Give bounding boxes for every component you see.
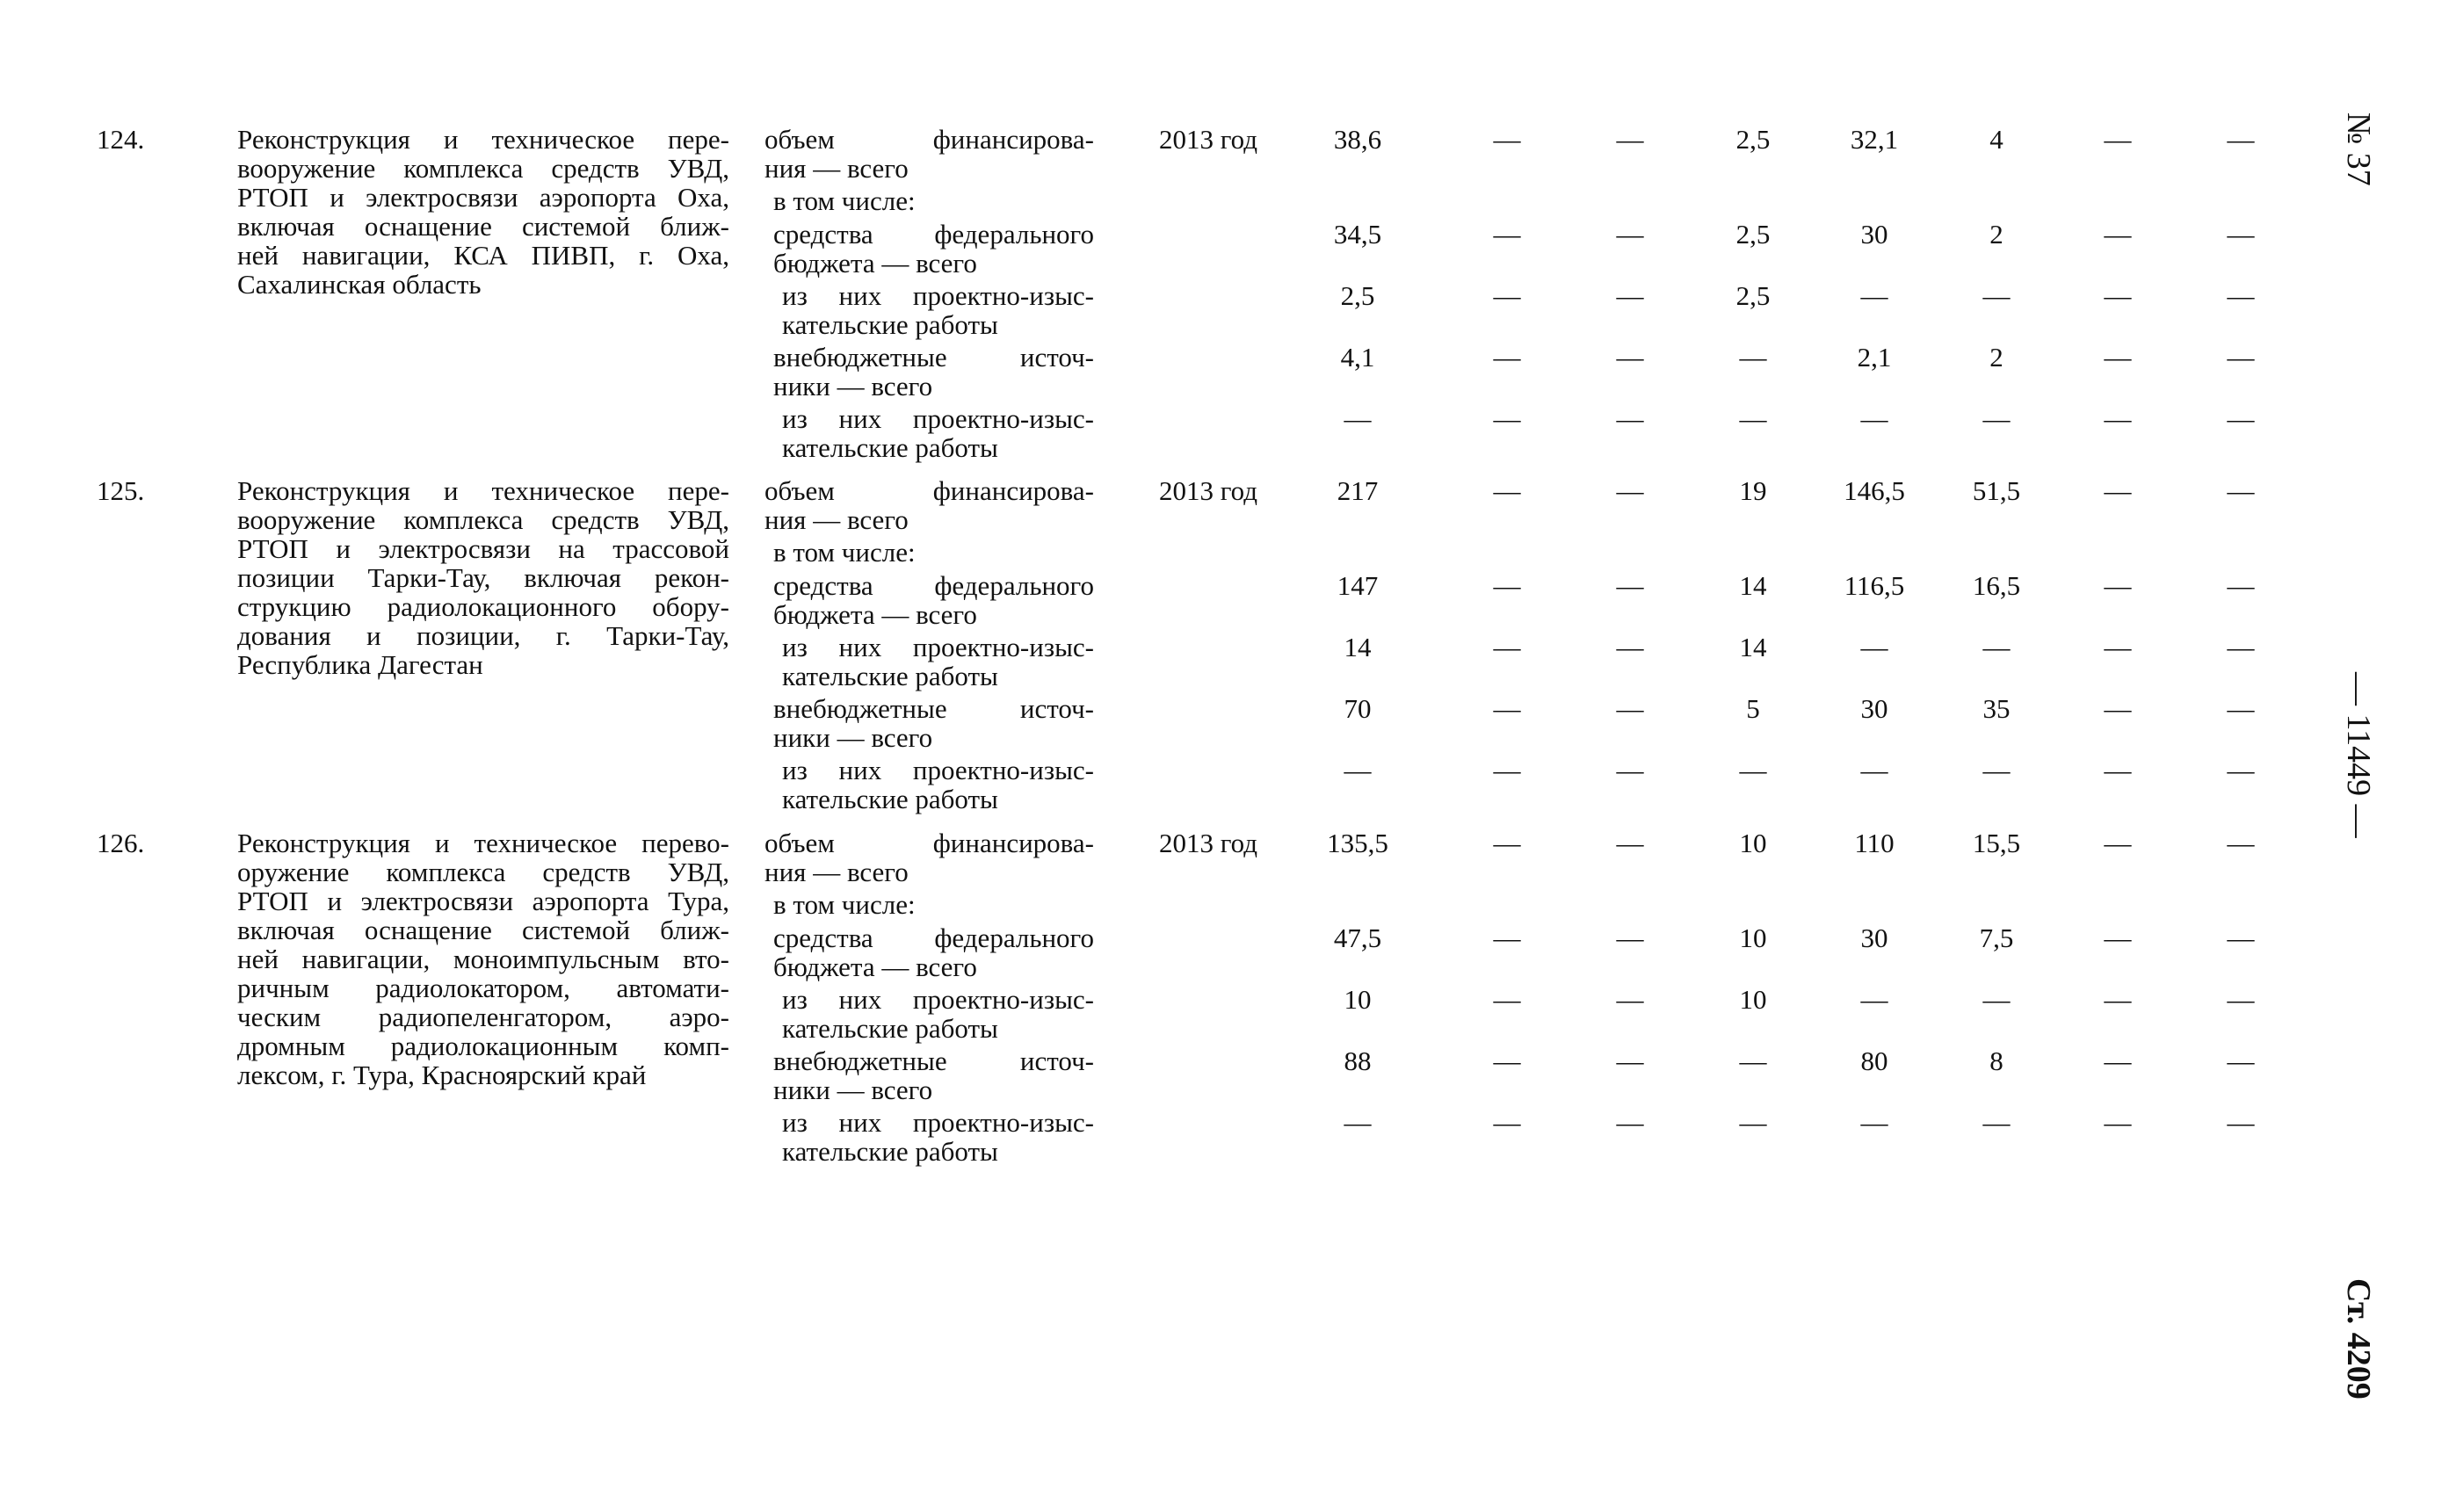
value-cell: 2: [1989, 342, 2003, 373]
financing-label: [773, 1046, 1094, 1104]
value-cell: 88: [1344, 1045, 1372, 1076]
value-cell: —: [2227, 828, 2255, 858]
value-cell: —: [1616, 1045, 1644, 1076]
value-cell: —: [2104, 403, 2132, 434]
value-cell: —: [1493, 124, 1521, 155]
value-cell: —: [2104, 755, 2132, 785]
financing-label: [773, 343, 1094, 401]
issue-number: № 37: [2340, 112, 2377, 186]
value-cell: 147: [1337, 570, 1379, 601]
financing-label-line: средства федерального: [773, 922, 1094, 953]
value-cell: —: [1344, 403, 1372, 434]
financing-label-line: из них проектно-изыс-: [782, 755, 1094, 785]
financing-label-line: ники — всего: [773, 1074, 933, 1105]
financing-label-line: ния — всего: [764, 857, 909, 887]
financing-label: [773, 890, 1094, 919]
value-cell: —: [2227, 403, 2255, 434]
value-cell: 47,5: [1333, 922, 1382, 953]
value-cell: 5: [1746, 693, 1760, 724]
value-cell: —: [1493, 922, 1521, 953]
value-cell: 10: [1739, 984, 1767, 1015]
project-title-line: Реконструкция и техническое перево-: [237, 828, 729, 858]
value-cell: —: [2227, 475, 2255, 506]
project-title-line: включая оснащение системой ближ-: [237, 915, 729, 945]
value-cell: —: [1493, 219, 1521, 250]
financing-label-line: объем финансирова-: [764, 475, 1094, 506]
value-cell: —: [1493, 475, 1521, 506]
value-cell: —: [1860, 984, 1888, 1015]
value-cell: —: [2227, 984, 2255, 1015]
financing-label: [764, 828, 1094, 886]
financing-label-line: кательские работы: [782, 309, 998, 340]
value-cell: —: [1739, 755, 1767, 785]
financing-label-line: ники — всего: [773, 371, 933, 402]
value-cell: —: [2227, 280, 2255, 311]
value-cell: —: [1982, 280, 2011, 311]
value-cell: —: [1616, 632, 1644, 662]
project-title-line: лексом, г. Тура, Красноярский край: [237, 1060, 647, 1090]
value-cell: —: [2104, 693, 2132, 724]
value-cell: —: [1616, 403, 1644, 434]
value-cell: 80: [1860, 1045, 1888, 1076]
value-cell: —: [1860, 403, 1888, 434]
financing-label: [782, 404, 1094, 462]
value-cell: 10: [1344, 984, 1372, 1015]
value-cell: —: [1982, 632, 2011, 662]
financing-label-line: бюджета — всего: [773, 599, 977, 630]
financing-label: [782, 281, 1094, 339]
value-cell: —: [1616, 570, 1644, 601]
value-cell: —: [2227, 922, 2255, 953]
financing-label-line: бюджета — всего: [773, 951, 977, 982]
project-number: 126.: [97, 828, 145, 858]
project-year: 2013 год: [1158, 124, 1258, 155]
financing-label-line: объем финансирова-: [764, 828, 1094, 858]
value-cell: —: [1616, 755, 1644, 785]
value-cell: —: [2104, 828, 2132, 858]
project-title-line: вооружение комплекса средств УВД,: [237, 153, 729, 184]
financing-label-line: кательские работы: [782, 1136, 998, 1167]
financing-label: [764, 476, 1094, 534]
financing-label-line: ники — всего: [773, 722, 933, 753]
value-cell: 135,5: [1327, 828, 1388, 858]
value-cell: —: [1616, 342, 1644, 373]
value-cell: —: [2227, 1045, 2255, 1076]
financing-label: [782, 985, 1094, 1043]
value-cell: —: [2104, 219, 2132, 250]
project-title-line: ней навигации, моноимпульсным вто-: [237, 944, 729, 974]
value-cell: —: [1493, 693, 1521, 724]
value-cell: —: [1616, 984, 1644, 1015]
financing-label: [773, 220, 1094, 278]
value-cell: —: [1860, 755, 1888, 785]
value-cell: —: [2227, 1107, 2255, 1138]
value-cell: 2,1: [1857, 342, 1892, 373]
financing-label-line: из них проектно-изыс-: [782, 984, 1094, 1015]
financing-label-line: объем финансирова-: [764, 124, 1094, 155]
project-title: [237, 476, 729, 679]
value-cell: —: [1860, 1107, 1888, 1138]
value-cell: —: [2104, 1107, 2132, 1138]
value-cell: —: [2227, 755, 2255, 785]
financing-label-line: бюджета — всего: [773, 248, 977, 279]
value-cell: 19: [1739, 475, 1767, 506]
value-cell: 35: [1982, 693, 2011, 724]
value-cell: —: [1739, 403, 1767, 434]
page-number: Ст. 4209: [2340, 1278, 2377, 1400]
value-cell: 2: [1989, 219, 2003, 250]
value-cell: —: [1493, 984, 1521, 1015]
project-title-line: Реконструкция и техническое пере-: [237, 475, 729, 506]
financing-label-line: внебюджетные источ-: [773, 1045, 1094, 1076]
value-cell: 14: [1344, 632, 1372, 662]
value-cell: —: [1493, 1107, 1521, 1138]
project-title-line: струкцию радиолокационного обору-: [237, 591, 729, 622]
project-number: 125.: [97, 475, 145, 506]
project-title: [237, 125, 729, 299]
value-cell: —: [2104, 984, 2132, 1015]
value-cell: —: [1616, 475, 1644, 506]
value-cell: —: [2227, 124, 2255, 155]
value-cell: —: [1982, 403, 2011, 434]
financing-label-line: из них проектно-изыс-: [782, 403, 1094, 434]
financing-label: [773, 571, 1094, 629]
financing-label: [782, 633, 1094, 691]
value-cell: 2,5: [1340, 280, 1375, 311]
value-cell: 2,5: [1735, 124, 1771, 155]
value-cell: —: [1493, 755, 1521, 785]
financing-label-line: в том числе:: [773, 537, 916, 568]
financing-label-line: внебюджетные источ-: [773, 693, 1094, 724]
law-number: — 11449 —: [2340, 672, 2377, 838]
project-title-line: РТОП и электросвязи аэропорта Тура,: [237, 886, 729, 916]
value-cell: —: [1493, 403, 1521, 434]
financing-label-line: средства федерального: [773, 219, 1094, 250]
value-cell: 146,5: [1844, 475, 1905, 506]
financing-label: [764, 125, 1094, 183]
value-cell: 30: [1860, 693, 1888, 724]
value-cell: 217: [1337, 475, 1379, 506]
project-title-line: включая оснащение системой ближ-: [237, 211, 729, 242]
value-cell: —: [2104, 342, 2132, 373]
financing-label-line: кательские работы: [782, 661, 998, 691]
value-cell: 110: [1854, 828, 1895, 858]
value-cell: —: [1860, 280, 1888, 311]
value-cell: —: [2104, 280, 2132, 311]
project-year: 2013 год: [1158, 475, 1258, 506]
value-cell: —: [1739, 1045, 1767, 1076]
value-cell: 32,1: [1850, 124, 1899, 155]
financing-label-line: из них проектно-изыс-: [782, 280, 1094, 311]
value-cell: —: [1493, 1045, 1521, 1076]
financing-label-line: кательские работы: [782, 1013, 998, 1044]
value-cell: —: [1493, 342, 1521, 373]
value-cell: —: [1493, 632, 1521, 662]
value-cell: —: [1860, 632, 1888, 662]
value-cell: —: [1982, 755, 2011, 785]
value-cell: 15,5: [1972, 828, 2021, 858]
project-year: 2013 год: [1158, 828, 1258, 858]
value-cell: 4: [1989, 124, 2003, 155]
value-cell: 30: [1860, 922, 1888, 953]
value-cell: —: [2227, 342, 2255, 373]
value-cell: —: [1493, 280, 1521, 311]
value-cell: —: [1616, 124, 1644, 155]
value-cell: 14: [1739, 632, 1767, 662]
value-cell: —: [2104, 1045, 2132, 1076]
project-title-line: Сахалинская область: [237, 269, 482, 300]
value-cell: —: [1616, 280, 1644, 311]
value-cell: —: [2104, 570, 2132, 601]
value-cell: —: [1344, 1107, 1372, 1138]
value-cell: —: [2227, 632, 2255, 662]
financing-label-line: ния — всего: [764, 504, 909, 535]
value-cell: 8: [1989, 1045, 2003, 1076]
financing-label-line: внебюджетные источ-: [773, 342, 1094, 373]
financing-label-line: средства федерального: [773, 570, 1094, 601]
financing-label-line: из них проектно-изыс-: [782, 1107, 1094, 1138]
value-cell: —: [1344, 755, 1372, 785]
value-cell: —: [1616, 219, 1644, 250]
value-cell: —: [1982, 1107, 2011, 1138]
value-cell: 16,5: [1972, 570, 2021, 601]
value-cell: —: [2104, 124, 2132, 155]
value-cell: 10: [1739, 828, 1767, 858]
financing-label: [773, 186, 1094, 215]
value-cell: —: [2104, 475, 2132, 506]
value-cell: 34,5: [1333, 219, 1382, 250]
financing-label-line: ния — всего: [764, 153, 909, 184]
project-title-line: дования и позиции, г. Тарки-Тау,: [237, 620, 729, 651]
financing-label-line: из них проектно-изыс-: [782, 632, 1094, 662]
value-cell: —: [1739, 342, 1767, 373]
value-cell: —: [1616, 828, 1644, 858]
project-number: 124.: [97, 124, 145, 155]
financing-label: [782, 756, 1094, 814]
financing-label-line: кательские работы: [782, 784, 998, 814]
value-cell: 51,5: [1972, 475, 2021, 506]
value-cell: —: [1739, 1107, 1767, 1138]
value-cell: 2,5: [1735, 219, 1771, 250]
financing-label: [773, 538, 1094, 567]
financing-label: [782, 1108, 1094, 1166]
value-cell: 10: [1739, 922, 1767, 953]
project-title-line: Реконструкция и техническое пере-: [237, 124, 729, 155]
value-cell: 30: [1860, 219, 1888, 250]
value-cell: 116,5: [1844, 570, 1905, 601]
value-cell: —: [2227, 570, 2255, 601]
value-cell: 70: [1344, 693, 1372, 724]
financing-label: [773, 923, 1094, 981]
value-cell: —: [1493, 570, 1521, 601]
project-title: [237, 828, 729, 1089]
financing-label-line: в том числе:: [773, 185, 916, 216]
value-cell: 4,1: [1340, 342, 1375, 373]
value-cell: —: [2104, 922, 2132, 953]
value-cell: 7,5: [1979, 922, 2014, 953]
value-cell: —: [2104, 632, 2132, 662]
value-cell: —: [1493, 828, 1521, 858]
project-title-line: РТОП и электросвязи на трассовой: [237, 533, 729, 564]
value-cell: 38,6: [1333, 124, 1382, 155]
value-cell: —: [1616, 693, 1644, 724]
project-title-line: ричным радиолокатором, автомати-: [237, 973, 729, 1003]
project-title-line: вооружение комплекса средств УВД,: [237, 504, 729, 535]
project-title-line: дромным радиолокационным комп-: [237, 1031, 729, 1061]
value-cell: —: [2227, 693, 2255, 724]
value-cell: —: [1616, 922, 1644, 953]
value-cell: 2,5: [1735, 280, 1771, 311]
financing-label-line: кательские работы: [782, 432, 998, 463]
project-title-line: ческим радиопеленгатором, аэро-: [237, 1002, 729, 1032]
financing-label: [773, 694, 1094, 752]
value-cell: —: [1982, 984, 2011, 1015]
project-title-line: РТОП и электросвязи аэропорта Оха,: [237, 182, 729, 213]
project-title-line: позиции Тарки-Тау, включая рекон-: [237, 562, 729, 593]
project-title-line: Республика Дагестан: [237, 649, 483, 680]
value-cell: —: [2227, 219, 2255, 250]
project-title-line: оружение комплекса средств УВД,: [237, 857, 729, 887]
value-cell: —: [1616, 1107, 1644, 1138]
financing-label-line: в том числе:: [773, 889, 916, 920]
project-title-line: ней навигации, КСА ПИВП, г. Оха,: [237, 240, 729, 271]
value-cell: 14: [1739, 570, 1767, 601]
